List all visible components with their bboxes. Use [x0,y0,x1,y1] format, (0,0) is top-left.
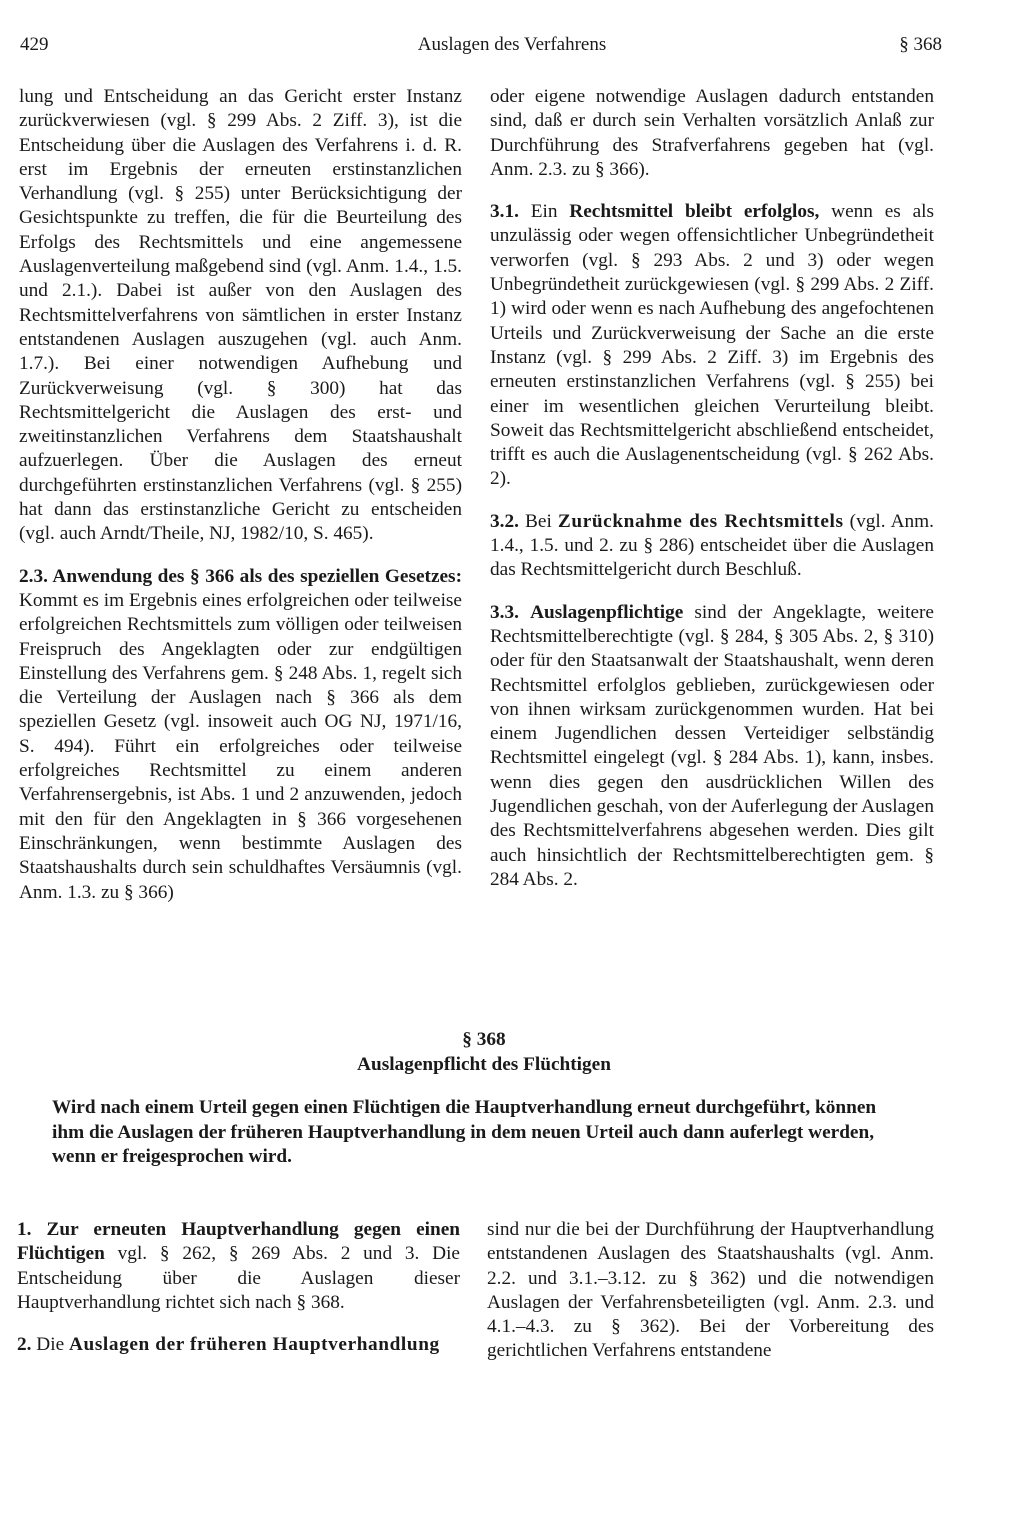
paragraph-text: Kommt es im Ergebnis eines erfolgreichen oder teilweise erfolgreichen Rechtsmittels zum völligen oder teilweisen Freispruch des Angeklagten oder zur endgültigen Einstellung des Verfahrens gem. § 248 Abs. 1, regelt sich die Verteilung der Auslagen nach § 366 als dem speziellen Gesetz (vgl. insoweit auch OG NJ, 1971/16, S. 494). Führt ein erfolgreiches oder teilweise erfolgreiches Rechtsmittel zu einem anderen Verfahrensergebnis, ist Abs. 1 und 2 anzuwenden, jedoch mit den für den Angeklagten in § 366 vorgesehenen Einschränkungen, wenn bestimmte Auslagen des Staatshaushalts durch sein schuldhaftes Versäumnis (vgl. Anm. 1.3. zu § 366) [19,589,462,903]
statute-text [52,1096,882,1170]
paragraph-keyword: Auslagen der früheren Hauptverhandlung [68,1334,440,1356]
paragraph: lung und Entscheidung an das Gericht erster Instanz zurückverwiesen (vgl. § 299 Abs. 2 Ziff. 3), ist die Entscheidung über die Auslagen des Verfahrens i. d. R. erst im Ergebnis der erneuten erstinstanzlichen Verhandlung (vgl. § 255) unter Berücksichtigung der Gesichtspunkte zu treffen, die für die Beurteilung des Erfolgs des Rechtsmittels und eine angemessene Auslagenverteilung maßgebend sind (vgl. Anm. 1.4., 1.5. und 2.1.). Dabei ist außer von den Auslagen des Rechtsmittelverfahrens von sämtlichen in erster Instanz entstandenen Auslagen auszugehen (vgl. auch Anm. 1.7.). Bei einer notwendigen Aufhebung und Zurückverweisung (vgl. § 300) hat das Rechtsmittelgericht die Auslagen des erst- und zweitinstanzlichen Verfahrens dem Staatshaushalt aufzuerlegen. Über die Auslagen des erneut durchgeführten erstinstanzlichen Verfahrens (vgl. § 255) hat dann das erstinstanzliche Gericht zu entscheiden (vgl. auch Arndt/Theile, NJ, 1982/10, S. 465). [19,86,462,545]
paragraph-keyword: Auslagenpflichtige [530,601,684,623]
statute-line: Wird nach einem Urteil gegen einen Flüchtigen die Hauptverhandlung erneut durchgeführt, können [52,1097,877,1118]
paragraph-number: 3.2. [490,510,519,532]
paragraph [490,200,934,492]
running-title: Auslagen des Verfahrens [417,34,607,55]
paragraph-keyword: Zurücknahme des Rechtsmittels [557,510,844,532]
paragraph [17,1333,460,1357]
paragraph-text: vgl. § 262, § 269 Abs. 2 und 3. Die Entscheidung über die Auslagen dieser Hauptverhandlung richtet sich nach § 368. [17,1243,460,1313]
right-column [490,85,934,910]
paragraph: sind nur die bei der Durchführung der Hauptverhandlung entstandenen Auslagen des Staatshaushalts (vgl. Anm. 2.2. und 3.1.–3.12. zu § 362) und die notwendigen Auslagen der Verfahrensbeteiligten (vgl. Anm. 2.3. und 4.1.–4.3. zu § 362). Bei der Vorbereitung des gerichtlichen Verfahrens entstandene [487,1219,934,1362]
running-section: § 368 [899,34,942,55]
paragraph-number: 2. [17,1334,32,1356]
left-column [19,85,462,923]
paragraph-text: wenn es als unzulässig oder wegen offensichtlicher Unbegründetheit verworfen (vgl. § 293 Abs. 2 und 3) oder wegen Unbegründetheit zurückgewiesen (vgl. § 299 Abs. 2 Ziff. 1) wird oder wenn es nach Aufhebung des angefochtenen Urteils und Zurückverweisung der Sache an die erste Instanz (vgl. § 299 Abs. 2 Ziff. 3) im Ergebnis des erneuten erstinstanzlichen Verfahrens (vgl. § 255) bei einer im wesentlichen gleichen Verurteilung bleibt. Soweit das Rechtsmittelgericht abschließend entscheidet, trifft es auch die Auslagenentscheidung (vgl. § 262 Abs. 2). [490,201,934,490]
paragraph-text: sind der Angeklagte, weitere Rechtsmittelberechtigte (vgl. § 284, § 305 Abs. 2, § 310) oder für den Staatsanwalt der Staatshaushalt, wenn deren Rechtsmittel erfolglos geblieben, zurückgewiesen oder von ihnen wirksam zurückgenommen wurden. Hat bei einem Jugendlichen dessen Verteidiger selbständig Rechtsmittel eingelegt (vgl. § 284 Abs. 1), kann, insbes. wenn dies gegen den ausdrücklichen Willen des Jugendlichen geschah, von der Auferlegung der Auslagen des Rechtsmittelverfahrens abgesehen werden. Dies gilt auch hinsichtlich der Rechtsmittelberechtigten gem. § 284 Abs. 2. [490,601,934,890]
paragraph-text: Bei [525,510,552,532]
paragraph [490,510,934,583]
page-number: 429 [20,34,49,55]
paragraph [19,565,462,905]
paragraph-text: (vgl. Anm. 1.4., 1.5. und 2. zu § 286) entscheidet über die Auslagen das Rechtsmittelgericht durch Beschluß. [490,510,934,581]
section-title: Auslagenpflicht des Flüchtigen [357,1054,611,1075]
paragraph [490,601,934,893]
paragraph-text: Ein [530,201,558,223]
paragraph-keyword: Zur erneuten Hauptverhandlung gegen einen Flüchtigen [17,1219,460,1265]
section-heading [0,1027,968,1077]
lower-right-column [487,1218,934,1382]
paragraph [17,1218,460,1315]
paragraph-text: Die [36,1334,65,1356]
paragraph-number: 3.1. [490,201,519,223]
paragraph-keyword: Rechtsmittel bleibt erfolglos, [569,201,820,223]
paragraph-number: 3.3. [490,601,519,623]
paragraph-number: 1. [17,1219,32,1240]
statute-line: ihm die Auslagen der früheren Hauptverhandlung in dem neuen Urteil auch dann auferlegt werden, [52,1121,875,1143]
paragraph: oder eigene notwendige Auslagen dadurch entstanden sind, daß er durch sein Verhalten vorsätzlich Anlaß zur Durchführung des Strafverfahrens gegeben hat (vgl. Anm. 2.3. zu § 366). [490,86,934,180]
lower-left-column [17,1218,460,1375]
paragraph-heading: 2.3. Anwendung des § 366 als des speziellen Gesetzes: [19,565,462,587]
statute-line: wenn er freigesprochen wird. [52,1146,292,1167]
running-header [0,28,1024,58]
section-number: § 368 [462,1029,506,1050]
